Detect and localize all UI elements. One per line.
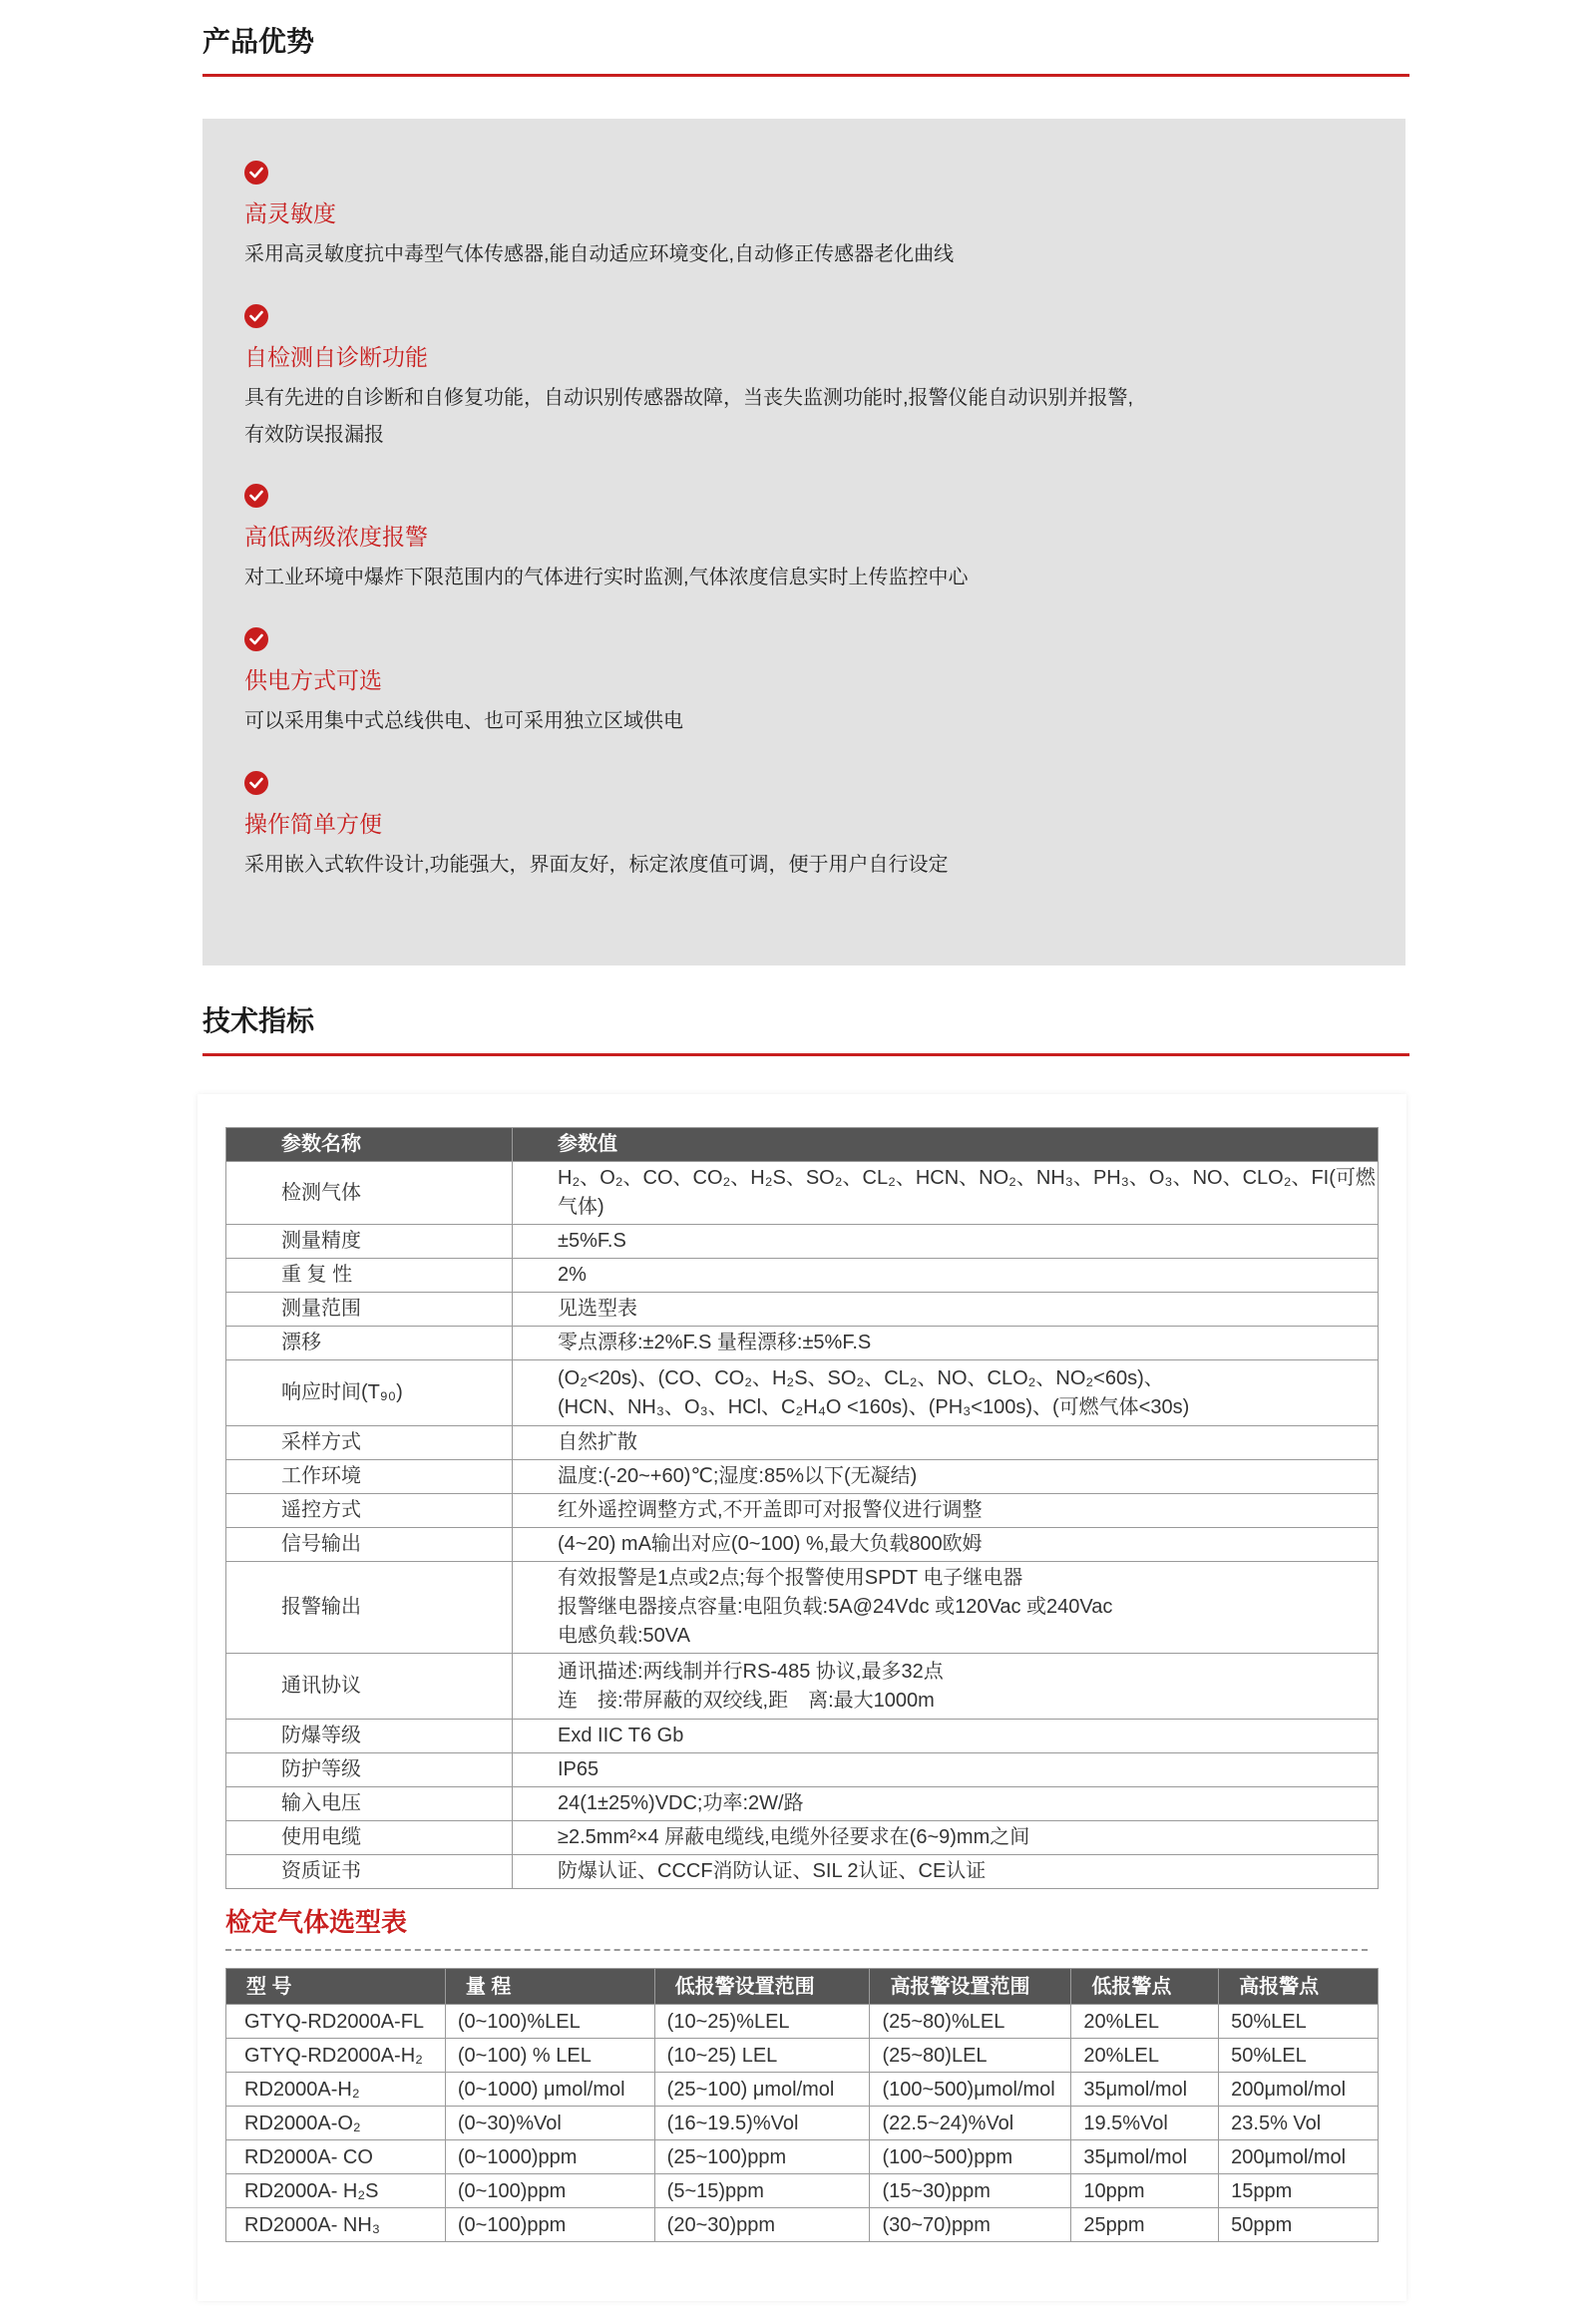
advantage-desc: 可以采用集中式总线供电、也可采用独立区域供电: [244, 710, 683, 732]
specs-title: 技术指标: [202, 999, 1409, 1056]
table-row: [226, 2208, 1379, 2242]
selection-header-cell: 型 号: [226, 1969, 446, 2005]
selection-cell: (0~1000) μmol/mol: [445, 2073, 654, 2107]
selection-cell: 20%LEL: [1071, 2039, 1219, 2073]
spec-key: 重 复 性: [226, 1259, 513, 1293]
selection-header-cell: 低报警点: [1071, 1969, 1219, 2005]
spec-value: [513, 1821, 1379, 1855]
spec-value-line: ≥2.5mm²×4 屏蔽电缆线,电缆外径要求在(6~9)mm之间: [558, 1826, 1030, 1848]
table-row: [226, 1460, 1379, 1494]
selection-cell: 20%LEL: [1071, 2005, 1219, 2039]
selection-cell: 35μmol/mol: [1071, 2073, 1219, 2107]
spec-value-line: 连 接:带屏蔽的双绞线,距 离:最大1000m: [558, 1689, 935, 1712]
selection-table: [225, 1968, 1379, 2242]
check-circle-icon: [244, 627, 268, 651]
spec-value-line: 红外遥控调整方式,不开盖即可对报警仪进行调整: [558, 1499, 983, 1521]
table-row: [226, 1259, 1379, 1293]
selection-cell: 50%LEL: [1219, 2005, 1379, 2039]
table-row: [226, 1162, 1379, 1225]
selection-cell: RD2000A- H₂S: [226, 2174, 446, 2208]
table-row: [226, 1720, 1379, 1753]
advantages-title: 产品优势: [202, 20, 1409, 77]
spec-value: [513, 1654, 1379, 1720]
table-row: [226, 2174, 1379, 2208]
table-row: [226, 2039, 1379, 2073]
selection-cell: (0~100) % LEL: [445, 2039, 654, 2073]
check-circle-icon: [244, 484, 268, 508]
spec-value: [513, 1720, 1379, 1753]
table-row: [226, 1293, 1379, 1327]
selection-cell: (10~25) LEL: [654, 2039, 870, 2073]
table-row: [226, 1327, 1379, 1360]
advantage-desc: 对工业环境中爆炸下限范围内的气体进行实时监测,气体浓度信息实时上传监控中心: [244, 567, 969, 588]
spec-value-line: ±5%F.S: [558, 1230, 626, 1252]
advantage-heading: 自检测自诊断功能: [244, 344, 428, 370]
spec-value-line: IP65: [558, 1758, 599, 1780]
check-circle-icon: [244, 304, 268, 328]
spec-key: 防护等级: [226, 1753, 513, 1787]
advantages-panel: [202, 119, 1405, 965]
selection-cell: (0~30)%Vol: [445, 2107, 654, 2140]
spec-value-line: 报警继电器接点容量:电阻负载:5A@24Vdc 或120Vac 或240Vac: [558, 1596, 1113, 1618]
table-header-row: [226, 1969, 1379, 2005]
table-row: [226, 1821, 1379, 1855]
spec-value: [513, 1327, 1379, 1360]
advantage-item: [244, 627, 1362, 740]
spec-value-line: 见选型表: [558, 1298, 637, 1320]
selection-cell: 50ppm: [1219, 2208, 1379, 2242]
spec-value: [513, 1494, 1379, 1528]
selection-cell: RD2000A-H₂: [226, 2073, 446, 2107]
table-row: [226, 1654, 1379, 1720]
table-header-row: [226, 1128, 1379, 1162]
table-header-value: 参数值: [513, 1128, 1379, 1162]
advantage-item: [244, 484, 1362, 596]
spec-value-line: 零点漂移:±2%F.S 量程漂移:±5%F.S: [558, 1332, 872, 1353]
selection-cell: GTYQ-RD2000A-FL: [226, 2005, 446, 2039]
table-row: [226, 2140, 1379, 2174]
advantage-heading: 操作简单方便: [244, 811, 382, 837]
selection-header-cell: 量 程: [445, 1969, 654, 2005]
spec-value: [513, 1293, 1379, 1327]
advantage-desc: 采用嵌入式软件设计,功能强大，界面友好，标定浓度值可调，便于用户自行设定: [244, 854, 949, 876]
spec-key: 报警输出: [226, 1562, 513, 1654]
selection-cell: 15ppm: [1219, 2174, 1379, 2208]
spec-key: 工作环境: [226, 1460, 513, 1494]
selection-cell: (10~25)%LEL: [654, 2005, 870, 2039]
table-header-key: 参数名称: [226, 1128, 513, 1162]
selection-cell: RD2000A- NH₃: [226, 2208, 446, 2242]
spec-key: 使用电缆: [226, 1821, 513, 1855]
selection-header-cell: 低报警设置范围: [654, 1969, 870, 2005]
spec-value: [513, 1225, 1379, 1259]
spec-key: 资质证书: [226, 1855, 513, 1889]
selection-cell: (25~80)%LEL: [870, 2005, 1071, 2039]
spec-value: [513, 1162, 1379, 1225]
spec-value: [513, 1259, 1379, 1293]
selection-header-cell: 高报警点: [1219, 1969, 1379, 2005]
selection-cell: (100~500)μmol/mol: [870, 2073, 1071, 2107]
table-row: [226, 1225, 1379, 1259]
table-row: [226, 1562, 1379, 1654]
advantage-heading: 供电方式可选: [244, 667, 382, 693]
selection-cell: (0~1000)ppm: [445, 2140, 654, 2174]
selection-cell: 23.5% Vol: [1219, 2107, 1379, 2140]
selection-cell: (16~19.5)%Vol: [654, 2107, 870, 2140]
selection-cell: 10ppm: [1071, 2174, 1219, 2208]
selection-cell: (25~100)ppm: [654, 2140, 870, 2174]
spec-value: [513, 1528, 1379, 1562]
advantage-heading: 高低两级浓度报警: [244, 524, 428, 550]
spec-key: 测量精度: [226, 1225, 513, 1259]
spec-value-line: 通讯描述:两线制并行RS-485 协议,最多32点: [558, 1660, 944, 1683]
spec-value-line: 防爆认证、CCCF消防认证、SIL 2认证、CE认证: [558, 1860, 987, 1882]
selection-cell: 50%LEL: [1219, 2039, 1379, 2073]
selection-cell: 25ppm: [1071, 2208, 1219, 2242]
selection-cell: (0~100)ppm: [445, 2174, 654, 2208]
table-row: [226, 1753, 1379, 1787]
advantage-heading: 高灵敏度: [244, 200, 336, 226]
selection-cell: 200μmol/mol: [1219, 2140, 1379, 2174]
check-circle-icon: [244, 771, 268, 795]
selection-header-cell: 高报警设置范围: [870, 1969, 1071, 2005]
spec-key: 检测气体: [226, 1162, 513, 1225]
spec-value-line: (4~20) mA输出对应(0~100) %,最大负载800欧姆: [558, 1533, 983, 1555]
spec-key: 信号输出: [226, 1528, 513, 1562]
spec-value-line: (O₂<20s)、(CO、CO₂、H₂S、SO₂、CL₂、NO、CLO₂、NO₂<60s)、: [558, 1366, 1164, 1389]
advantage-item: [244, 161, 1362, 273]
spec-value: [513, 1360, 1379, 1426]
spec-key: 采样方式: [226, 1426, 513, 1460]
selection-cell: (30~70)ppm: [870, 2208, 1071, 2242]
table-row: [226, 1494, 1379, 1528]
advantage-desc: 具有先进的自诊断和自修复功能，自动识别传感器故障，当丧失监测功能时,报警仪能自动识别并报警, 有效防误报漏报: [244, 387, 1134, 446]
spec-value-line: 电感负载:50VA: [558, 1625, 690, 1647]
advantage-item: [244, 771, 1362, 884]
spec-key: 漂移: [226, 1327, 513, 1360]
spec-value: [513, 1426, 1379, 1460]
spec-value-line: 温度:(-20~+60)℃;湿度:85%以下(无凝结): [558, 1465, 918, 1487]
spec-key: 防爆等级: [226, 1720, 513, 1753]
selection-cell: GTYQ-RD2000A-H₂: [226, 2039, 446, 2073]
spec-key: 输入电压: [226, 1787, 513, 1821]
spec-value-line: (HCN、NH₃、O₃、HCl、C₂H₄O <160s)、(PH₃<100s)、(可燃气体<30s): [558, 1395, 1190, 1418]
advantage-desc: 采用高灵敏度抗中毒型气体传感器,能自动适应环境变化,自动修正传感器老化曲线: [244, 243, 955, 265]
table-row: [226, 2005, 1379, 2039]
selection-cell: (15~30)ppm: [870, 2174, 1071, 2208]
selection-cell: (25~100) μmol/mol: [654, 2073, 870, 2107]
spec-key: 遥控方式: [226, 1494, 513, 1528]
spec-value: [513, 1787, 1379, 1821]
table-row: [226, 1855, 1379, 1889]
specs-table: [225, 1127, 1379, 1889]
selection-cell: (0~100)%LEL: [445, 2005, 654, 2039]
spec-value-line: Exd IIC T6 Gb: [558, 1725, 684, 1746]
spec-value: [513, 1753, 1379, 1787]
selection-cell: (100~500)ppm: [870, 2140, 1071, 2174]
advantage-item: [244, 304, 1362, 454]
spec-value-line: 自然扩散: [558, 1431, 637, 1453]
selection-cell: 35μmol/mol: [1071, 2140, 1219, 2174]
selection-cell: RD2000A-O₂: [226, 2107, 446, 2140]
selection-cell: (20~30)ppm: [654, 2208, 870, 2242]
selection-cell: (25~80)LEL: [870, 2039, 1071, 2073]
table-row: [226, 1360, 1379, 1426]
specs-card: [198, 1094, 1406, 2301]
selection-cell: RD2000A- CO: [226, 2140, 446, 2174]
selection-title: 检定气体选型表: [225, 1902, 1368, 1951]
table-row: [226, 2107, 1379, 2140]
spec-value-line: 2%: [558, 1264, 587, 1286]
spec-value: [513, 1460, 1379, 1494]
selection-cell: (5~15)ppm: [654, 2174, 870, 2208]
spec-value-line: H₂、O₂、CO、CO₂、H₂S、SO₂、CL₂、HCN、NO₂、NH₃、PH₃、O₃、NO、CLO₂、FI(可燃气体): [558, 1167, 1376, 1218]
selection-cell: 19.5%Vol: [1071, 2107, 1219, 2140]
spec-value: [513, 1562, 1379, 1654]
table-row: [226, 1787, 1379, 1821]
spec-value-line: 24(1±25%)VDC;功率:2W/路: [558, 1792, 804, 1814]
table-row: [226, 2073, 1379, 2107]
selection-cell: (0~100)ppm: [445, 2208, 654, 2242]
spec-key: 测量范围: [226, 1293, 513, 1327]
table-row: [226, 1426, 1379, 1460]
table-row: [226, 1528, 1379, 1562]
selection-cell: (22.5~24)%Vol: [870, 2107, 1071, 2140]
spec-value-line: 有效报警是1点或2点;每个报警使用SPDT 电子继电器: [558, 1567, 1023, 1589]
spec-key: 通讯协议: [226, 1654, 513, 1720]
spec-value: [513, 1855, 1379, 1889]
check-circle-icon: [244, 161, 268, 185]
selection-cell: 200μmol/mol: [1219, 2073, 1379, 2107]
spec-key: 响应时间(T₉₀): [226, 1360, 513, 1426]
